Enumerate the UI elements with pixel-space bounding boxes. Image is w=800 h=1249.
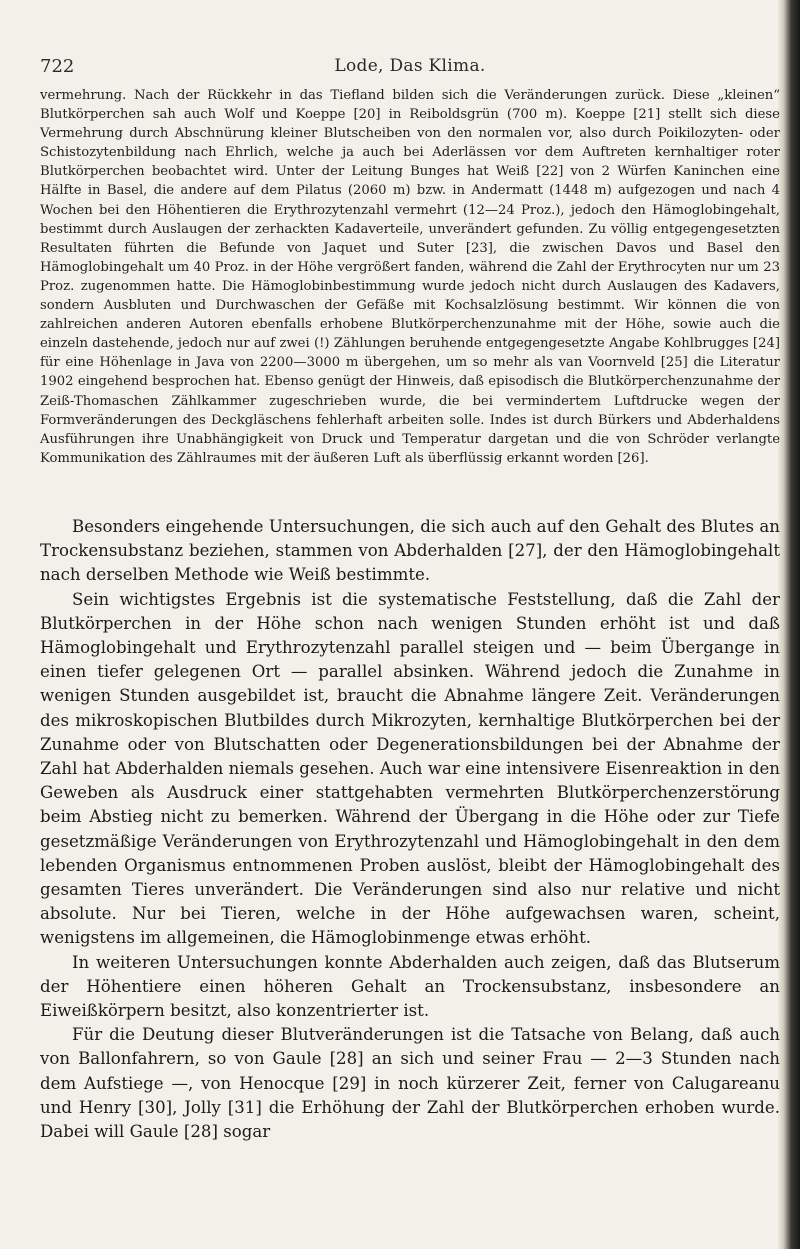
paragraph-1: Besonders eingehende Untersuchungen, die sich auch auf den Gehalt des Blutes an Trockensubstanz beziehen, stammen von Abderhalden [27], der den Hämoglobingehalt nach derselben Methode wie Weiß bestimmte. <box>40 517 780 585</box>
page-number: 722 <box>40 56 75 77</box>
page-header <box>40 56 780 80</box>
main-text-section <box>40 515 780 1144</box>
small-print-paragraph: vermehrung. Nach der Rückkehr in das Tiefland bilden sich die Veränderungen zurück. Diese „kleinen“ Blutkörperchen sah auch Wolf und Koeppe [20] in Reiboldsgrün (700 m). Koeppe [21] stellt sich diese Vermehrung durch Abschnürung kleiner Blutscheiben von den normalen vor, also durch Poikilozyten- oder Schistozytenbildung nach Ehrlich, welche ja auch bei Aderlässen vor dem Auftreten kernhaltiger roter Blutkörperchen beobachtet wird. Unter der Leitung Bunges hat Weiß [22] von 2 Würfen Kaninchen eine Hälfte in Basel, die andere auf dem Pilatus (2060 m) bzw. in Andermatt (1448 m) aufgezogen und nach 4 Wochen bei den Höhentieren die Erythrozytenzahl vermehrt (12—24 Proz.), jedoch den Hämoglobingehalt, bestimmt durch Auslaugen der zerhackten Kadaverteile, unverändert gefunden. Zu völlig entgegengesetzten Resultaten führten die Befunde von Jaquet und Suter [23], die zwischen Davos und Basel den Hämoglobingehalt um 40 Proz. in der Höhe vergrößert fanden, während die Zahl der Erythrocyten nur um 23 Proz. zugenommen hatte. Die Hämoglobinbestimmung wurde jedoch nicht durch Auslaugen des Kadavers, sondern Ausbluten und Durchwaschen der Gefäße mit Kochsalzlösung bestimmt. Wir können die von zahlreichen anderen Autoren ebenfalls erhobene Blutkörperchenzunahme mit der Höhe, sowie auch die einzeln dastehende, jedoch nur auf zwei (!) Zählungen beruhende entgegengesetzte Angabe Kohlbrugges [24] für eine Höhenlage in Java von 2200—3000 m übergehen, um so mehr als van Voornveld [25] die Literatur 1902 eingehend besprochen hat. Ebenso genügt der Hinweis, daß episodisch die Blutkörperchenzunahme der Zeiß-Thomaschen Zählkammer zugeschrieben wurde, die bei vermindertem Luftdrucke wegen der Formveränderungen des Deckgläschens fehlerhaft arbeiten solle. Indes ist durch Bürkers und Abderhaldens Ausführungen ihre Unabhängigkeit von Druck und Temperatur dargetan und die von Schröder verlangte Kommunikation des Zählraumes mit der äußeren Luft als überflüssig erkannt worden [26]. <box>40 88 780 466</box>
paragraph-4: Für die Deutung dieser Blutveränderungen ist die Tatsache von Belang, daß auch von Ballonfahrern, so von Gaule [28] an sich und seiner Frau — 2—3 Stunden nach dem Aufstiege —, von Henocque [29] in noch kürzerer Zeit, ferner von Calugareanu und Henry [30], Jolly [31] die Erhöhung der Zahl der Blutkörperchen erhoben wurde. Dabei will Gaule [28] sogar <box>40 1025 780 1142</box>
paragraph-3: In weiteren Untersuchungen konnte Abderhalden auch zeigen, daß das Blutserum der Höhentiere einen höheren Gehalt an Trockensubstanz, insbesondere an Eiweißkörpern besitzt, also konzentrierter ist. <box>40 952 780 1021</box>
running-title: Lode, Das Klima. <box>334 56 486 76</box>
paragraph-2: Sein wichtigstes Ergebnis ist die systematische Feststellung, daß die Zahl der Blutkörperchen in der Höhe schon nach wenigen Stunden erhöht ist und daß Hämoglobingehalt und Erythrozytenzahl parallel steigen und — beim Übergange in einen tiefer gelegenen Ort — parallel absinken. Während jedoch die Zunahme in wenigen Stunden ausgebildet ist, braucht die Abnahme längere Zeit. Veränderungen des mikroskopischen Blutbildes durch Mikrozyten, kernhaltige Blutkörperchen bei der Zunahme oder von Blutschatten oder Degenerationsbildungen bei der Abnahme der Zahl hat Abderhalden niemals gesehen. Auch war eine intensivere Eisenreaktion in den Geweben als Ausdruck einer stattgehabten vermehrten Blutkörperchenzerstörung beim Abstieg nicht zu bemerken. Während der Übergang in die Höhe oder zur Tiefe gesetzmäßige Veränderungen von Erythrozytenzahl und Hämoglobingehalt in den dem lebenden Organismus entnommenen Proben auslöst, bleibt der Hämoglobingehalt des gesamten Tieres unverändert. Die Veränderungen sind also nur relative und nicht absolute. Nur bei Tieren, welche in der Höhe aufgewachsen waren, scheint, wenigstens im allgemeinen, die Hämoglobinmenge etwas erhöht. <box>40 589 780 948</box>
book-spine-shadow <box>778 0 800 1249</box>
small-print-section <box>40 86 780 468</box>
